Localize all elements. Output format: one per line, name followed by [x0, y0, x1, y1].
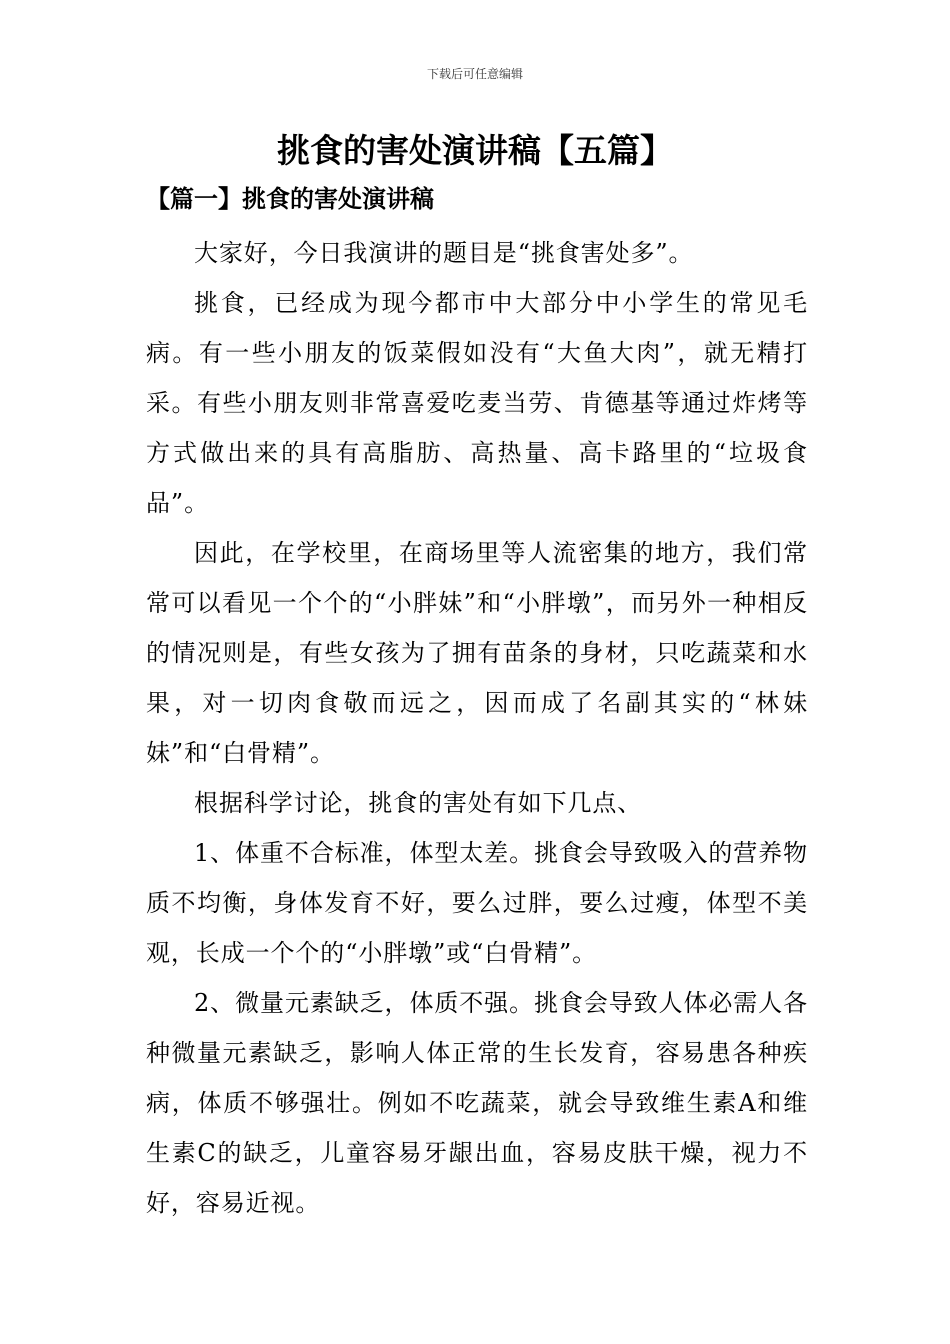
paragraph-harms-intro: 根据科学讨论，挑食的害处有如下几点、: [194, 789, 643, 817]
section-heading: 【篇一】挑食的害处演讲稿: [146, 184, 434, 213]
paragraph-picky-eating: 挑食，已经成为现今都市中大部分中小学生的常见毛病。有一些小朋友的饭菜假如没有“大鱼大肉”，就无精打采。有些小朋友则非常喜爱吃麦当劳、肯德基等通过炸烤等方式做出来的具有高脂肪、高热量、高卡路里的“垃圾食品”。: [146, 289, 808, 517]
paragraph-harm-1: 1、体重不合标准，体型太差。挑食会导致吸入的营养物质不均衡，身体发育不好，要么过胖，要么过瘦，体型不美观，长成一个个的“小胖墩”或“白骨精”。: [146, 839, 808, 967]
paragraph-consequences: 因此，在学校里，在商场里等人流密集的地方，我们常常可以看见一个个的“小胖妹”和“小胖墩”，而另外一种相反的情况则是，有些女孩为了拥有苗条的身材，只吃蔬菜和水果，对一切肉食敬而远之，因而成了名副其实的“林妹妹”和“白骨精”。: [146, 539, 808, 767]
paragraph-harm-2: 2、微量元素缺乏，体质不强。挑食会导致人体必需人各种微量元素缺乏，影响人体正常的生长发育，容易患各种疾病，体质不够强壮。例如不吃蔬菜，就会导致维生素A和维生素C的缺乏，儿童容易牙龈出血，容易皮肤干燥，视力不好，容易近视。: [146, 989, 808, 1217]
header-note: 下载后可任意编辑: [426, 67, 523, 81]
document-body: [146, 228, 808, 1228]
paragraph-greeting: 大家好，今日我演讲的题目是“挑食害处多”。: [194, 239, 694, 267]
document-title: 挑食的害处演讲稿【五篇】: [277, 131, 673, 170]
